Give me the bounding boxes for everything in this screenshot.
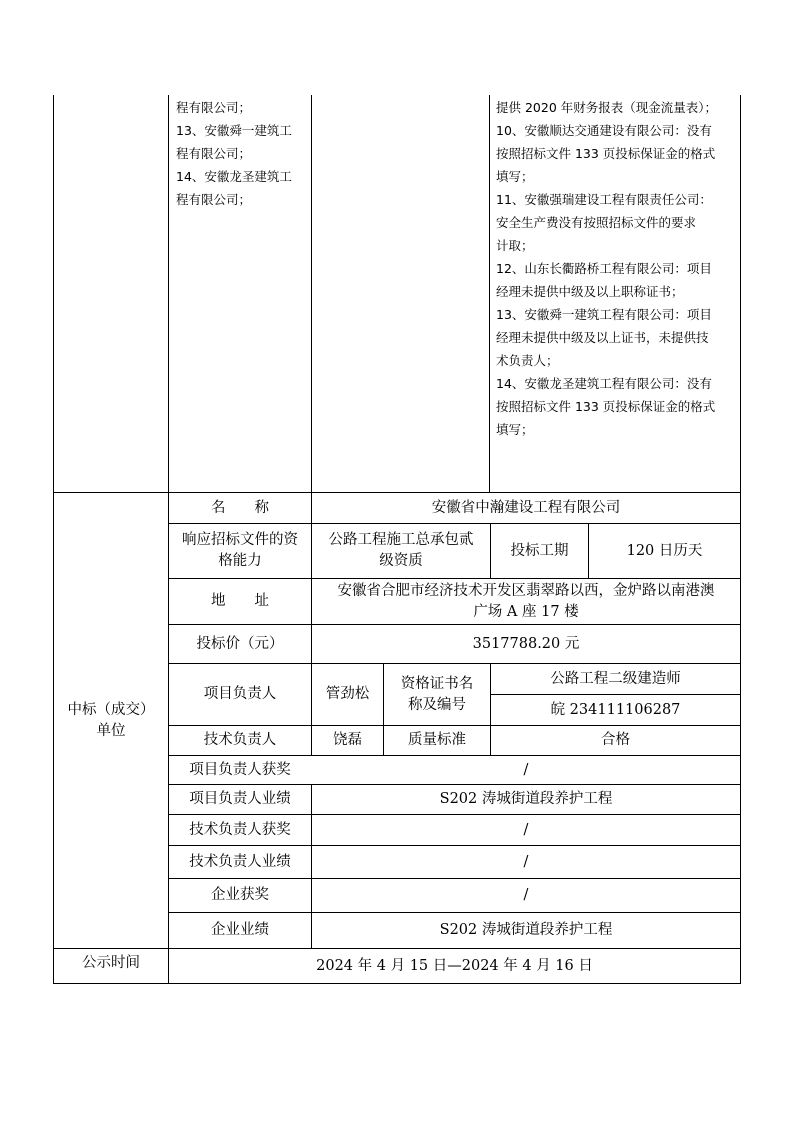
qualification-value: 公路工程施工总承包贰 级资质 [328,532,474,569]
certificate-name: 公路工程二级建造师 [550,670,681,687]
corp-performance-label: 企业业绩 [211,922,269,938]
corp-performance-value: S202 涛城街道段养护工程 [439,922,613,938]
qualification-label: 响应招标文件的资 格能力 [182,532,298,569]
pm-performance-label: 项目负责人业绩 [189,791,291,807]
pm-award-value: / [523,761,529,778]
disqualified-list-left: 程有限公司； 13、安徽舜一建筑工 程有限公司； 14、安徽龙圣建筑工 程有限公司； [176,100,292,207]
project-manager-label: 项目负责人 [203,686,277,702]
certificate-number: 皖 234111106287 [550,701,681,718]
quality-standard-value: 合格 [601,732,630,748]
tech-award-label: 技术负责人获奖 [189,821,291,838]
publicity-label: 公示时间 [82,955,140,971]
disqualified-reasons-right: 提供 2020 年财务报表（现金流量表）； 10、安徽顺达交通建设有限公司：没有 按照招标文件 133 页投标保证金的格式 填写； 11、安徽强瑞建设工程有限责任公司： 安全生产费没有按照招标文件的要求 计取； 12、山东长衢路桥工程有限公司：项目 经理未提供中级及以上职称证书； 13、安徽舜一建筑工程有限公司：项目 经理未提供中级及以上证书，未提供技 术负责人； 14、安徽龙圣建筑工程有限公司：没有 按照招标文件 133 页投标保证金的格式 填写； [496,100,718,437]
tech-award-value: / [523,821,529,838]
company-name: 安徽省中瀚建设工程有限公司 [431,499,621,516]
pm-award-label: 项目负责人获奖 [189,761,291,778]
tech-lead-label: 技术负责人 [203,732,277,748]
corp-award-label: 企业获奖 [211,887,269,903]
certificate-label: 资格证书名 称及编号 [400,675,474,713]
pm-performance-value: S202 涛城街道段养护工程 [439,791,613,807]
quality-standard-label: 质量标准 [408,732,466,748]
tech-performance-label: 技术负责人业绩 [189,853,291,870]
tech-lead-name: 饶磊 [333,732,362,748]
bid-price-value: 3517788.20 元 [472,635,580,652]
project-manager-name: 管劲松 [325,686,370,702]
tech-performance-value: / [523,853,529,870]
publicity-period: 2024 年 4 月 15 日—2024 年 4 月 16 日 [316,957,593,974]
address-value: 安徽省合肥市经济技术开发区翡翠路以西，金炉路以南港澳 广场 A 座 17 楼 [337,582,715,620]
bid-price-label: 投标价（元） [196,635,284,652]
bid-period-label: 投标工期 [510,542,569,559]
bid-period-value: 120 日历天 [626,542,703,559]
corp-award-value: / [523,887,529,903]
name-label: 名 称 [211,499,269,516]
winner-section-label: 中标（成交） 单位 [67,701,155,739]
address-label: 地 址 [211,593,269,609]
